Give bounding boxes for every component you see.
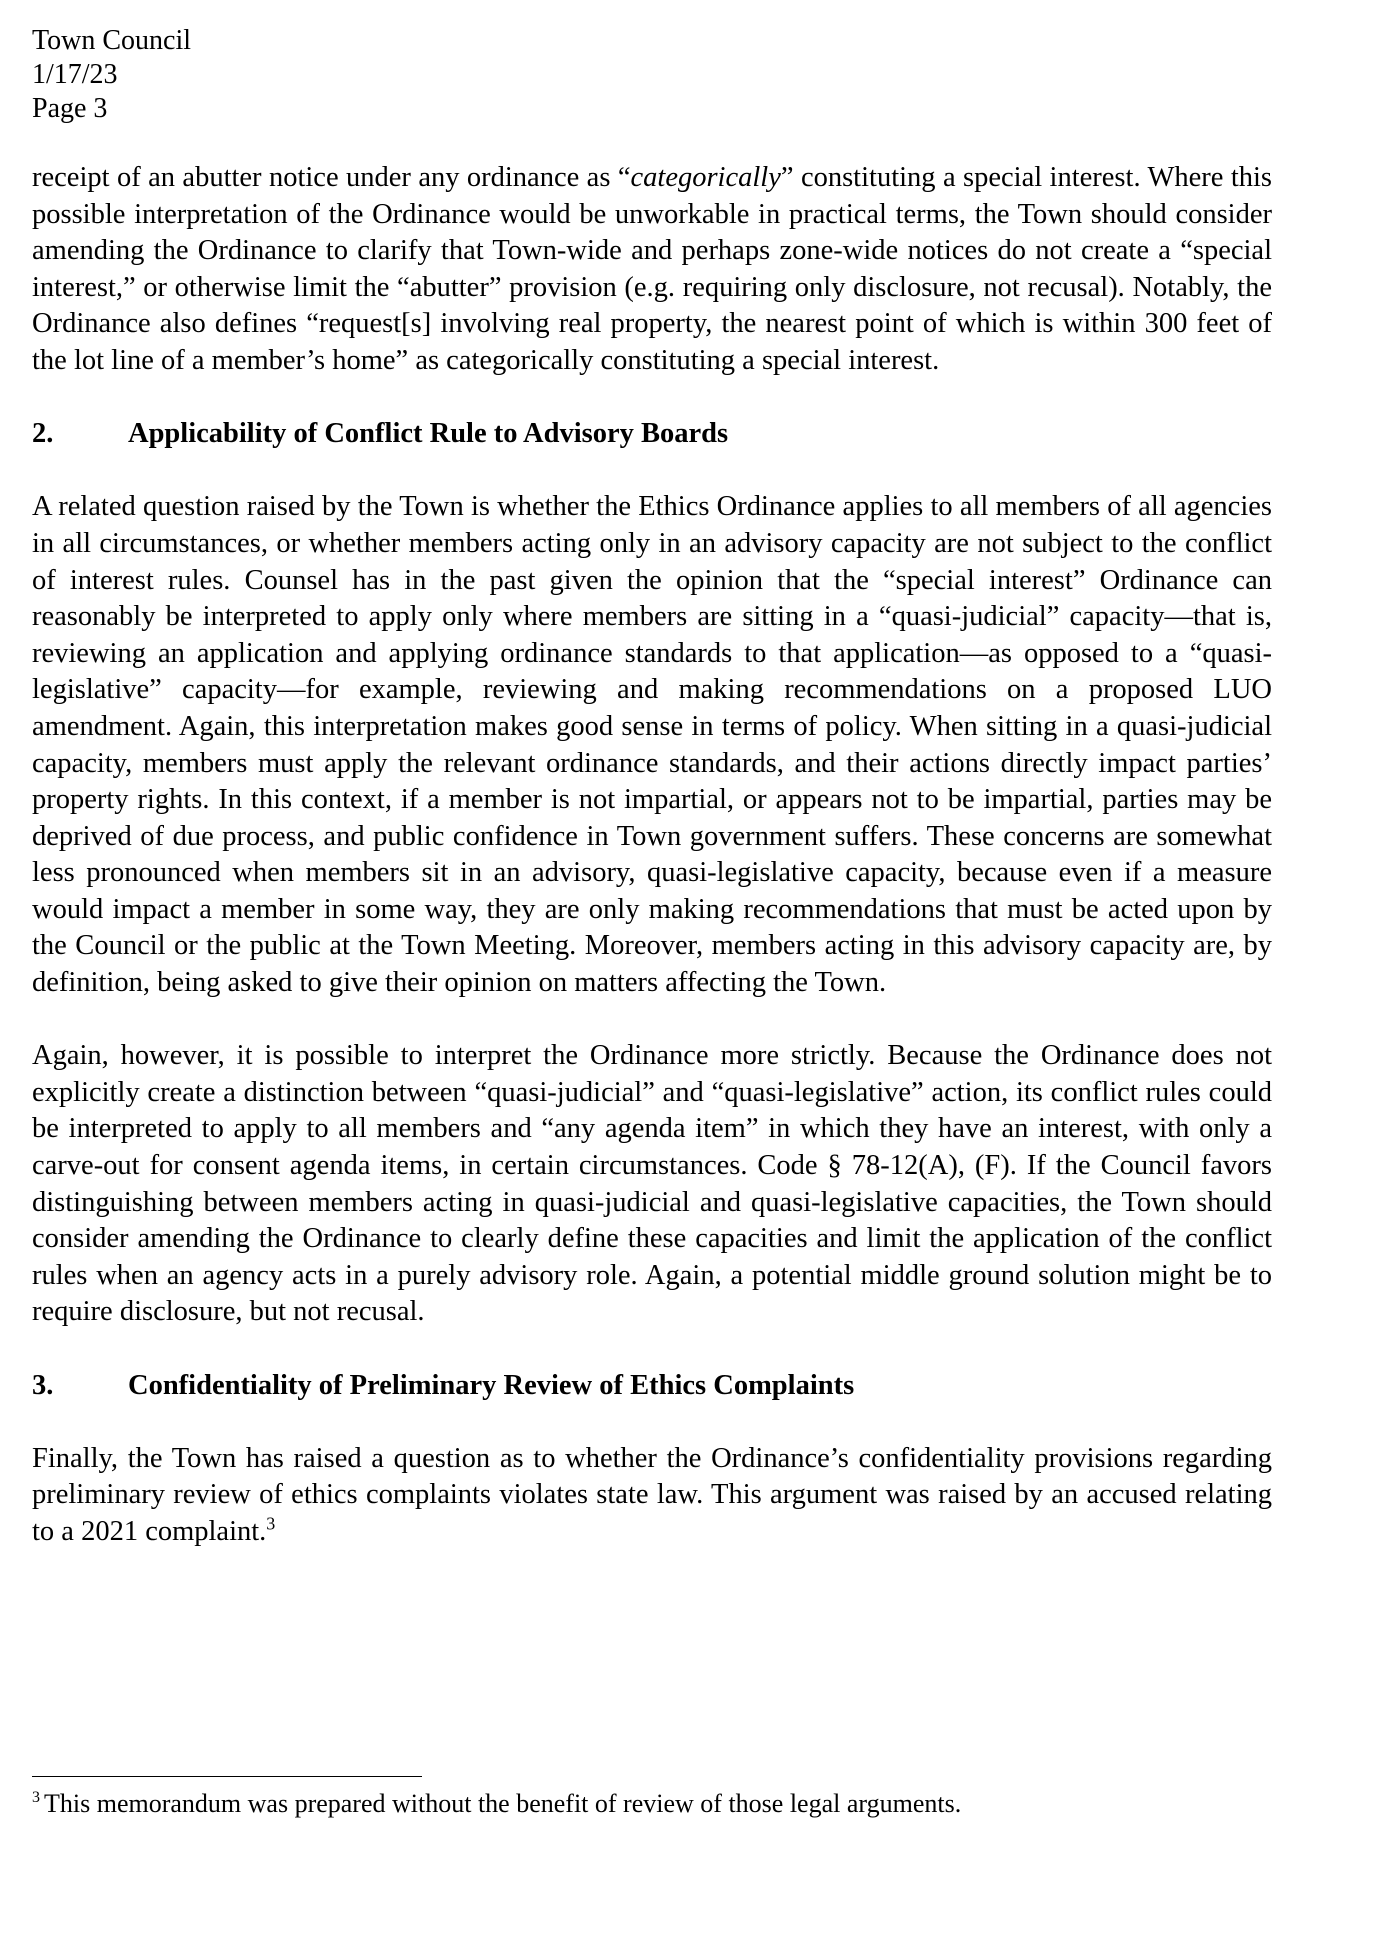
section-title: Applicability of Conflict Rule to Advisory Boards	[128, 418, 729, 450]
paragraph-abutter-notice	[32, 160, 1272, 380]
footnote	[32, 1788, 961, 1820]
section-number: 3.	[32, 1369, 54, 1401]
paragraph-confidentiality	[32, 1441, 1272, 1551]
emphasis-text: categorically	[630, 162, 781, 193]
paragraph-text: receipt of an abutter notice under any ordinance as “	[32, 162, 631, 193]
footnote-reference[interactable]: 3	[266, 1513, 276, 1534]
header-recipient: Town Council	[32, 25, 192, 56]
paragraph-text: Finally, the Town has raised a question as to whether the Ordinance’s confidentiality provisions regarding preliminary review of ethics complaints violates state law. This argument was raised by an accused relating to a 2021 complaint.	[32, 1442, 1272, 1547]
section-heading-2	[32, 416, 1272, 453]
section-number: 2.	[32, 418, 54, 450]
footnote-text: This memorandum was prepared without the benefit of review of those legal arguments.	[44, 1789, 962, 1818]
section-title: Confidentiality of Preliminary Review of Ethics Complaints	[128, 1369, 855, 1401]
header-date: 1/17/23	[32, 59, 118, 90]
document-body	[32, 160, 1272, 1551]
paragraph-strict-interpretation: Again, however, it is possible to interpret the Ordinance more strictly. Because the Ordinance does not explicitly create a distinction between “quasi-judicial” and “quasi-legislative” action, its conflict rules could be interpreted to apply to all members and “any agenda item” in which they have an interest, with only a carve-out for consent agenda items, in certain circumstances. Code § 78-12(A), (F). If the Council favors distinguishing between members acting in quasi-judicial and quasi-legislative capacities, the Town should consider amending the Ordinance to clearly define these capacities and limit the application of the conflict rules when an agency acts in a purely advisory role. Again, a potential middle ground solution might be to require disclosure, but not recusal.	[32, 1040, 1272, 1328]
paragraph-text: ” constituting a special interest. Where this possible interpretation of the Ordinance would be unworkable in practical terms, the Town should consider amending the Ordinance to clarify that Town-wide and perhaps zone-wide notices do not create a “special interest,” or otherwise limit the “abutter” provision (e.g. requiring only disclosure, not recusal). Notably, the Ordinance also defines “request[s] involving real property, the nearest point of which is within 300 feet of the lot line of a member’s home” as categorically constituting a special interest.	[32, 162, 1273, 376]
header-page-number: Page 3	[32, 93, 108, 124]
footnote-marker: 3	[32, 1789, 40, 1807]
section-heading-3	[32, 1368, 1272, 1405]
footnote-divider	[32, 1776, 422, 1777]
paragraph-advisory-capacity: A related question raised by the Town is whether the Ethics Ordinance applies to all members of all agencies in all circumstances, or whether members acting only in an advisory capacity are not subject to the conflict of interest rules. Counsel has in the past given the opinion that the “special interest” Ordinance can reasonably be interpreted to apply only where members are sitting in a “quasi-judicial” capacity—that is, reviewing an application and applying ordinance standards to that application—as opposed to a “quasi-legislative” capacity—for example, reviewing and making recommendations on a proposed LUO amendment. Again, this interpretation makes good sense in terms of policy. When sitting in a quasi-judicial capacity, members must apply the relevant ordinance standards, and their actions directly impact parties’ property rights. In this context, if a member is not impartial, or appears not to be impartial, parties may be deprived of due process, and public confidence in Town government suffers. These concerns are somewhat less pronounced when members sit in an advisory, quasi-legislative capacity, because even if a measure would impact a member in some way, they are only making recommendations that must be acted upon by the Council or the public at the Town Meeting. Moreover, members acting in this advisory capacity are, by definition, being asked to give their opinion on matters affecting the Town.	[32, 491, 1272, 999]
page-header	[32, 24, 191, 126]
